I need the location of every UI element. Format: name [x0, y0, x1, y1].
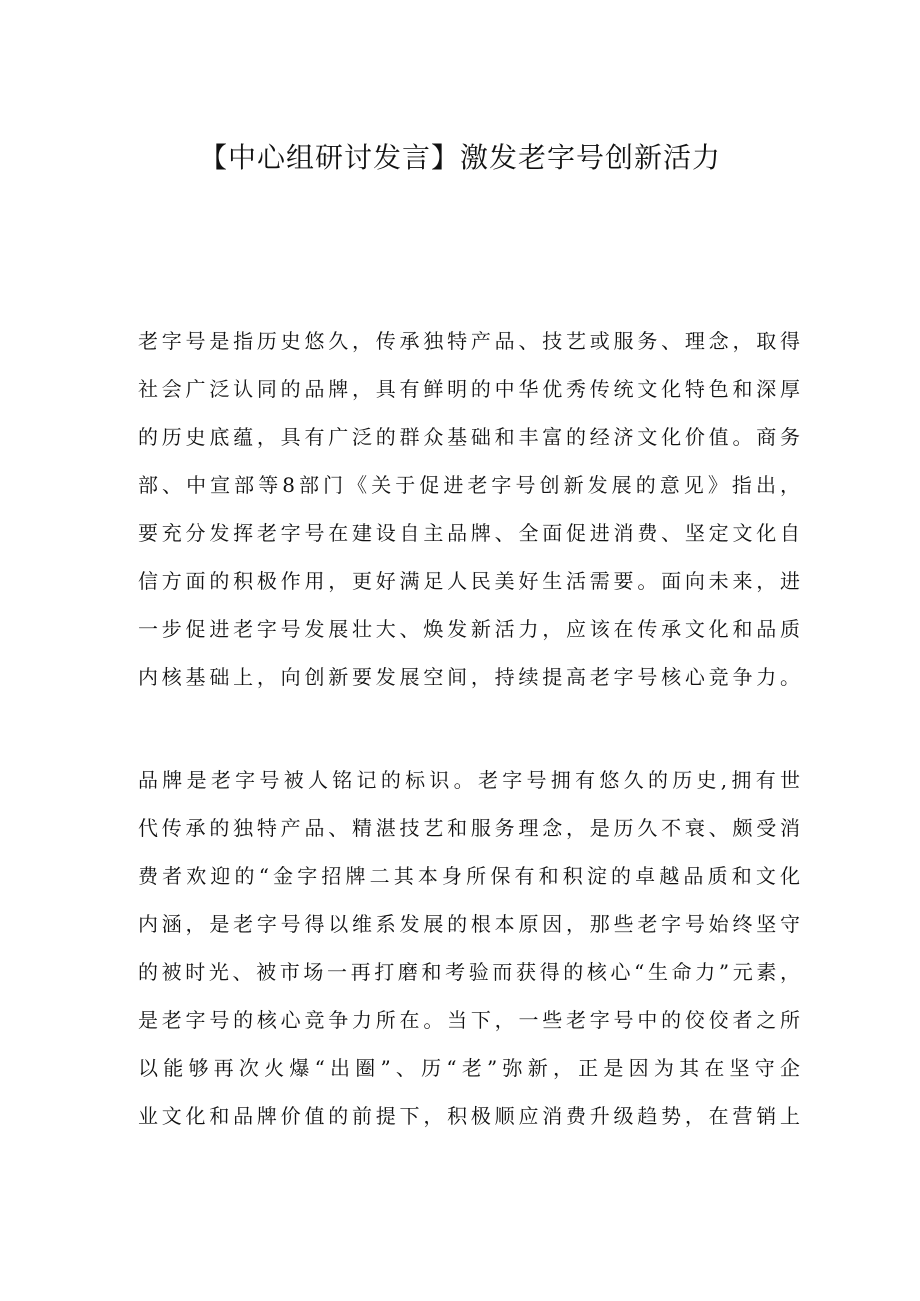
paragraph-line: 老字号是指历史悠久，传承独特产品、技艺或服务、理念，取得: [138, 329, 800, 353]
paragraph-line: 的被时光、被市场一再打磨和考验而获得的核心“生命力”元素，: [138, 960, 800, 984]
paragraph-line: 业文化和品牌价值的前提下，积极顺应消费升级趋势，在营销上: [138, 1104, 800, 1128]
paragraph-line: 社会广泛认同的品牌，具有鲜明的中华优秀传统文化特色和深厚: [138, 377, 800, 401]
paragraph-line: 代传承的独特产品、精湛技艺和服务理念，是历久不衰、颇受消: [138, 816, 800, 840]
paragraph-line: 信方面的积极作用，更好满足人民美好生活需要。面向未来，进: [138, 569, 800, 593]
paragraph-line: 以能够再次火爆“出圈”、历“老”弥新，正是因为其在坚守企: [138, 1056, 800, 1080]
document-title: 【中心组研讨发言】激发老字号创新活力: [198, 141, 721, 174]
paragraph-2: [138, 756, 800, 1140]
paragraph-line: 品牌是老字号被人铭记的标识。老字号拥有悠久的历史,拥有世: [138, 768, 800, 792]
paragraph-line: 是老字号的核心竞争力所在。当下，一些老字号中的佼佼者之所: [138, 1008, 800, 1032]
paragraph-line: 费者欢迎的“金字招牌二其本身所保有和积淀的卓越品质和文化: [138, 864, 800, 888]
paragraph-line: 内涵，是老字号得以维系发展的根本原因，那些老字号始终坚守: [138, 912, 800, 936]
paragraph-line: 一步促进老字号发展壮大、焕发新活力，应该在传承文化和品质: [138, 617, 800, 641]
paragraph-1: [138, 317, 800, 701]
paragraph-line: 内核基础上，向创新要发展空间，持续提高老字号核心竞争力。: [138, 665, 800, 689]
paragraph-line: 部、中宣部等8部门《关于促进老字号创新发展的意见》指出，: [138, 473, 800, 497]
paragraph-line: 的历史底蕴，具有广泛的群众基础和丰富的经济文化价值。商务: [138, 425, 800, 449]
paragraph-line: 要充分发挥老字号在建设自主品牌、全面促进消费、坚定文化自: [138, 521, 800, 545]
